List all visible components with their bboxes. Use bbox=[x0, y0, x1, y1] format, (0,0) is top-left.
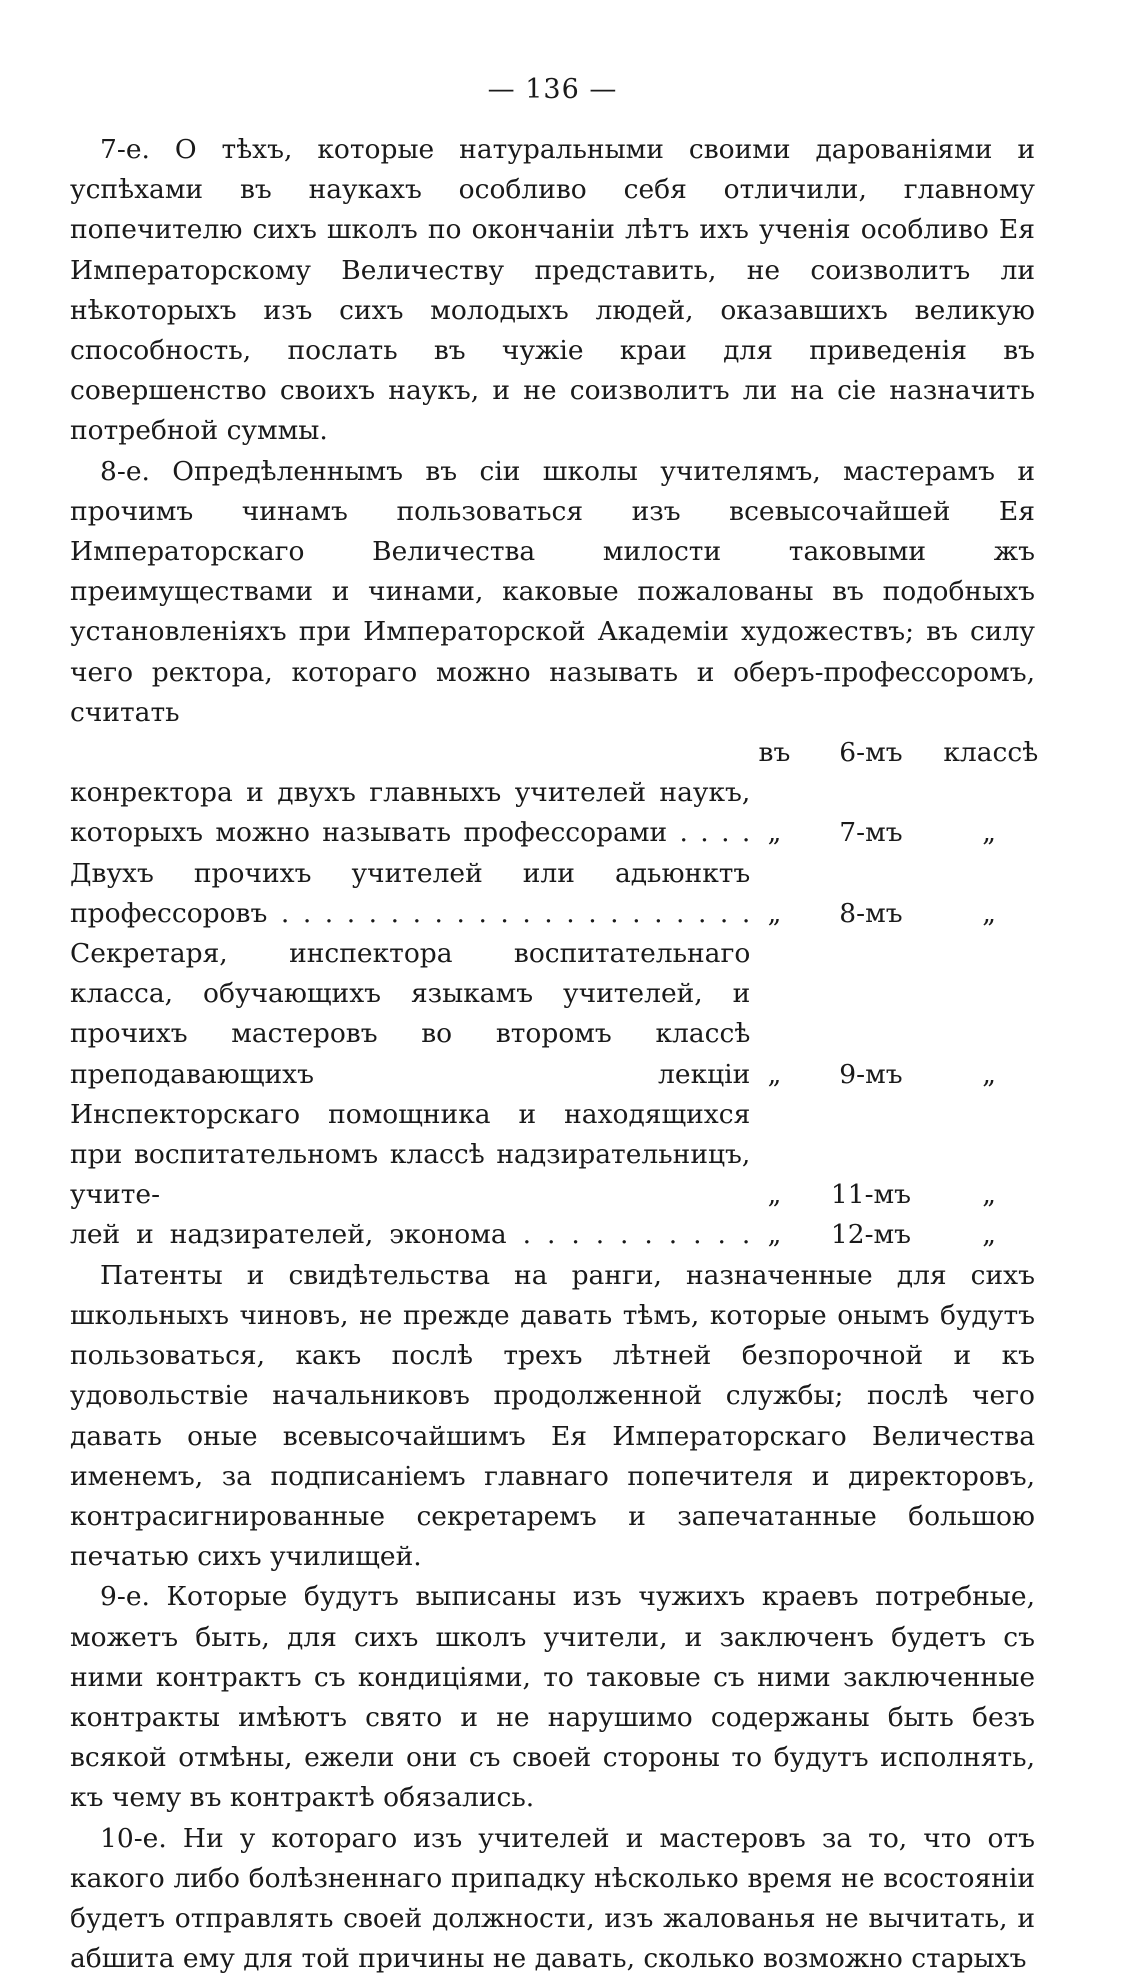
rank-ditto-2: „ bbox=[982, 817, 997, 849]
rank-ditto-2: „ bbox=[982, 1058, 997, 1090]
paragraph-10: 10-е. Ни у котораго изъ учителей и мастеровъ за то, что отъ какого либо болѣзненнаго припадку нѣсколько время не всостояніи будетъ отправлять своей должности, изъ жалованья не вычитать, и абшита ему для той причины не давать, сколько возможно старыхъ bbox=[70, 1822, 1035, 1975]
rank-position: Двухъ прочихъ учителей или адьюнктъ профессоровъ . . . . . . . . . . . . . . . . . . . . . . bbox=[70, 857, 751, 929]
rank-class: 9-мъ bbox=[839, 1058, 903, 1090]
page-number: — 136 — bbox=[487, 74, 618, 105]
rank-position: лей и надзирателей, эконома . . . . . . . . . . bbox=[70, 1219, 751, 1251]
rank-ditto-2: „ bbox=[982, 1219, 997, 1251]
rank-row bbox=[70, 773, 1035, 853]
rank-class: 11-мъ bbox=[830, 1179, 912, 1211]
rank-ditto: „ bbox=[767, 897, 782, 929]
rank-ditto: „ bbox=[767, 1058, 782, 1090]
rank-row bbox=[70, 854, 1035, 934]
rank-position bbox=[70, 733, 750, 773]
paragraph-patents: Патенты и свидѣтельства на ранги, назначенные для сихъ школьныхъ чиновъ, не прежде давать тѣмъ, которые онымъ будутъ пользоваться, какъ послѣ трехъ лѣтней безпорочной и къ удовольствіе начальниковъ продолженной службы; послѣ чего давать оные всевысочайшимъ Ея Императорскаго Величества именемъ, за подписаніемъ главнаго попечителя и директоровъ, контрасигнированные секретаремъ и запечатанные большою печатью сихъ училищей. bbox=[70, 1259, 1035, 1573]
rank-row bbox=[70, 1095, 1035, 1216]
rank-class: 7-мъ bbox=[839, 817, 903, 849]
rank-ditto: „ bbox=[767, 1179, 782, 1211]
rank-position: Секретаря, инспектора воспитательнаго класса, обучающихъ языкамъ учителей, и прочихъ мастеровъ во второмъ классѣ преподавающихъ лекціи bbox=[70, 938, 751, 1090]
rank-class: 8-мъ bbox=[839, 897, 903, 929]
rank-ditto-2: „ bbox=[982, 1179, 997, 1211]
rank-ditto: „ bbox=[767, 817, 782, 849]
rank-position: конректора и двухъ главныхъ учителей наукъ, которыхъ можно называть профессорами . . . . bbox=[70, 777, 751, 849]
ranks-table bbox=[70, 733, 1039, 1256]
paragraph-7: 7-е. О тѣхъ, которые натуральными своими дарованіями и успѣхами въ наукахъ особливо себя отличили, главному попечителю сихъ школъ по окончаніи лѣтъ ихъ ученія особливо Ея Императорскому Величеству представить, не соизволитъ ли нѣкоторыхъ изъ сихъ молодыхъ людей, оказавшихъ великую способность, послать въ чужіе краи для приведенія въ совершенство своихъ наукъ, и не соизволитъ ли на сіе назначить потребной суммы. bbox=[70, 134, 1035, 447]
rank-row bbox=[70, 733, 1035, 773]
paragraph-8: 8-е. Опредѣленнымъ въ сіи школы учителямъ, мастерамъ и прочимъ чинамъ пользоваться изъ всевысочайшей Ея Императорскаго Величества милости таковыми жъ преимуществами и чинами, каковые пожалованы въ подобныхъ установленіяхъ при Императорской Академіи художествъ; въ силу чего ректора, котораго можно называть и оберъ-профессоромъ, считать bbox=[70, 455, 1035, 728]
rank-class: 6-мъ bbox=[839, 737, 903, 769]
rank-ditto: въ bbox=[758, 737, 791, 769]
rank-ditto-2: „ bbox=[982, 897, 997, 929]
rank-class: 12-мъ bbox=[830, 1219, 912, 1251]
rank-position: Инспекторскаго помощника и находящихся при воспитательномъ классѣ надзирательницъ, учите- bbox=[70, 1098, 751, 1211]
rank-ditto-2: классѣ bbox=[943, 737, 1039, 769]
paragraph-9: 9-е. Которые будутъ выписаны изъ чужихъ краевъ потребные, можетъ быть, для сихъ школъ учители, и заключенъ будетъ съ ними контрактъ съ кондиціями, то таковые съ ними заключенные контракты имѣютъ свято и не нарушимо содержаны быть безъ всякой отмѣны, ежели они съ своей стороны то будутъ исполнять, къ чему въ контрактѣ обязались. bbox=[70, 1581, 1035, 1814]
rank-row bbox=[70, 934, 1035, 1095]
book-page bbox=[70, 72, 1039, 1979]
rank-ditto: „ bbox=[767, 1219, 782, 1251]
rank-row bbox=[70, 1215, 1035, 1255]
